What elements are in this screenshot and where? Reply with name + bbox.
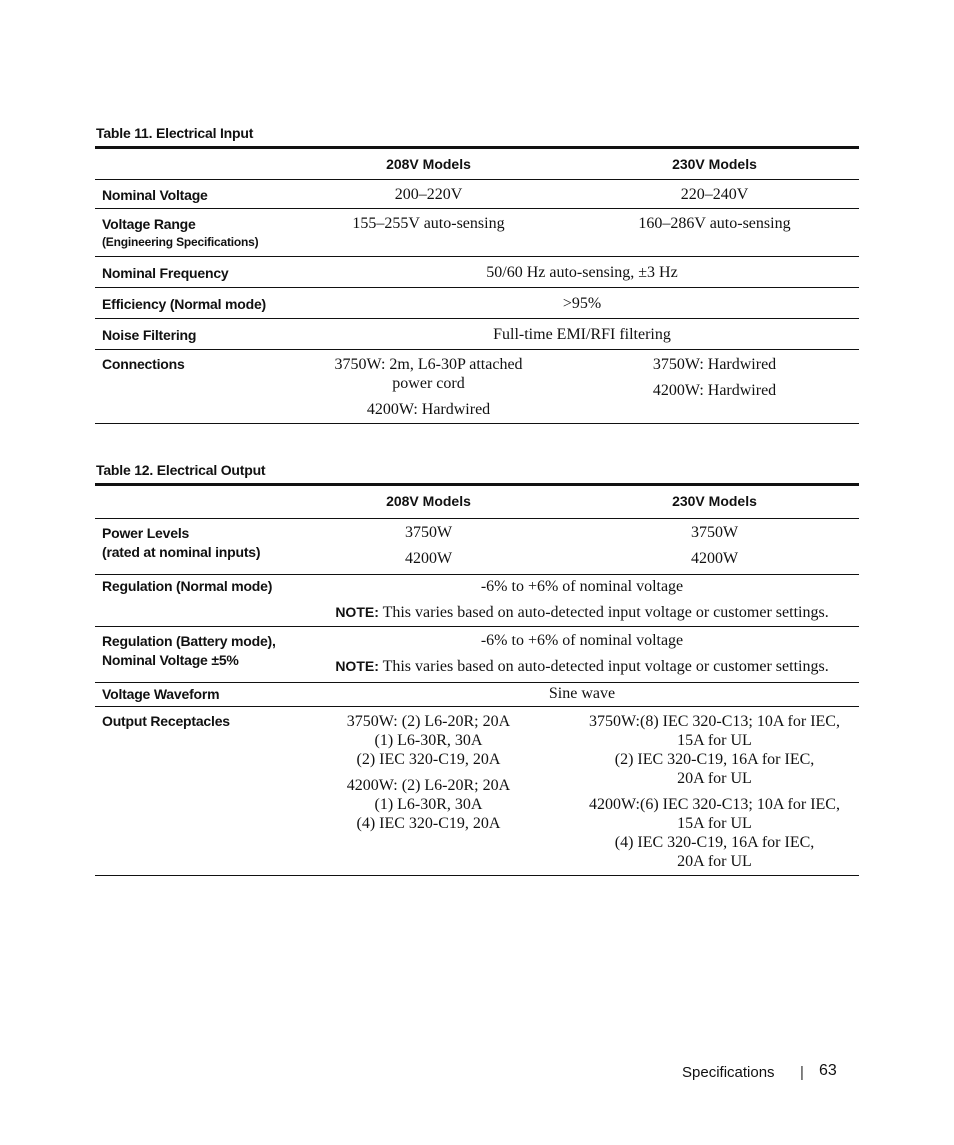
- cell-line: -6% to +6% of nominal voltage: [480, 578, 684, 595]
- row-label: Efficiency (Normal mode): [102, 296, 267, 312]
- cell-line: (1) L6-30R, 30A: [374, 796, 483, 813]
- row-label-line: (rated at nominal inputs): [102, 544, 261, 560]
- cell-line: (2) IEC 320-C19, 16A for IEC,: [614, 751, 815, 768]
- table-header-row: [95, 486, 859, 519]
- column-header-208v: 208V Models: [386, 493, 471, 509]
- cell-line: 4200W:(6) IEC 320-C13; 10A for IEC,: [589, 796, 840, 813]
- cell-line: 3750W: 2m, L6-30P attached: [334, 356, 523, 373]
- table-row: [95, 707, 859, 875]
- cell-line: (4) IEC 320-C19, 16A for IEC,: [614, 834, 815, 851]
- row-label-line: Nominal Voltage ±5%: [102, 652, 239, 668]
- table-row: [95, 319, 859, 350]
- row-label-sub: (Engineering Specifications): [102, 235, 259, 249]
- cell-line: (1) L6-30R, 30A: [374, 732, 483, 749]
- cell-span: >95%: [562, 295, 602, 312]
- electrical-input-table: [95, 146, 859, 424]
- row-label: Voltage Waveform: [102, 686, 220, 702]
- cell-line: 20A for UL: [677, 853, 752, 870]
- note-label: NOTE:: [335, 658, 379, 674]
- column-header-230v: 230V Models: [672, 493, 757, 509]
- cell-line: -6% to +6% of nominal voltage: [480, 632, 684, 649]
- cell-line: 15A for UL: [677, 732, 752, 749]
- row-label-main: Voltage Range: [102, 216, 196, 232]
- cell-line: 3750W:(8) IEC 320-C13; 10A for IEC,: [589, 713, 840, 730]
- row-label: Nominal Frequency: [102, 265, 229, 281]
- footer-separator: |: [800, 1064, 804, 1081]
- row-label: Noise Filtering: [102, 327, 197, 343]
- cell-span: [305, 577, 859, 622]
- page-number: 63: [819, 1062, 837, 1079]
- row-label: Nominal Voltage: [102, 187, 208, 203]
- note-text: This varies based on auto-detected input voltage or customer settings.: [378, 658, 829, 675]
- column-header-230v: 230V Models: [672, 156, 757, 172]
- cell-span: [305, 631, 859, 676]
- cell-208v: [305, 523, 552, 568]
- cell-line: 3750W: Hardwired: [652, 356, 777, 373]
- table-row: [95, 209, 859, 257]
- cell-line: 3750W: [404, 524, 453, 541]
- note-label: NOTE:: [335, 604, 379, 620]
- cell-line: 20A for UL: [677, 770, 752, 787]
- cell-span: Full-time EMI/RFI filtering: [493, 326, 671, 343]
- table-row: [95, 180, 859, 209]
- table-row: [95, 350, 859, 423]
- footer-section-title: Specifications: [682, 1064, 775, 1081]
- cell-208v: [305, 712, 552, 833]
- table-row: [95, 519, 859, 575]
- table-row: [95, 627, 859, 683]
- cell-line: 3750W: (2) L6-20R; 20A: [346, 713, 511, 730]
- row-label: [102, 524, 260, 562]
- cell-line: 15A for UL: [677, 815, 752, 832]
- cell-230v: [565, 523, 864, 568]
- row-label-line: Regulation (Battery mode),: [102, 633, 276, 649]
- cell-208v: [305, 355, 552, 419]
- cell-line: (4) IEC 320-C19, 20A: [356, 815, 501, 832]
- row-label: Output Receptacles: [102, 713, 230, 729]
- cell-230v: [565, 712, 864, 871]
- electrical-output-table: [95, 483, 859, 876]
- cell-span: 50/60 Hz auto-sensing, ±3 Hz: [486, 264, 678, 281]
- cell-line: 3750W: [690, 524, 739, 541]
- cell-line: 4200W: (2) L6-20R; 20A: [346, 777, 511, 794]
- row-label: [102, 215, 258, 250]
- table-row: [95, 683, 859, 707]
- row-label: [102, 632, 276, 670]
- cell-line: 4200W: [690, 550, 739, 567]
- cell-line: 4200W: Hardwired: [366, 401, 491, 418]
- table-row: [95, 288, 859, 319]
- cell-230v: [565, 355, 864, 400]
- cell-208v: 155–255V auto-sensing: [352, 215, 505, 232]
- table-header-row: [95, 149, 859, 180]
- cell-line: 4200W: [404, 550, 453, 567]
- cell-230v: 160–286V auto-sensing: [638, 215, 791, 232]
- table-row: [95, 575, 859, 627]
- note-text: This varies based on auto-detected input voltage or customer settings.: [378, 604, 829, 621]
- note-line: [305, 657, 859, 676]
- table-row: [95, 257, 859, 288]
- column-header-208v: 208V Models: [386, 156, 471, 172]
- cell-line: 4200W: Hardwired: [652, 382, 777, 399]
- cell-line: (2) IEC 320-C19, 20A: [356, 751, 501, 768]
- row-label-line: Power Levels: [102, 525, 190, 541]
- note-line: [305, 603, 859, 622]
- cell-line: power cord: [392, 375, 465, 392]
- table-12-caption: Table 12. Electrical Output: [96, 462, 266, 478]
- cell-230v: 220–240V: [680, 186, 749, 203]
- cell-208v: 200–220V: [394, 186, 463, 203]
- cell-span: Sine wave: [548, 685, 616, 702]
- row-label: Regulation (Normal mode): [102, 578, 273, 594]
- table-11-caption: Table 11. Electrical Input: [96, 125, 254, 141]
- row-label: Connections: [102, 356, 185, 372]
